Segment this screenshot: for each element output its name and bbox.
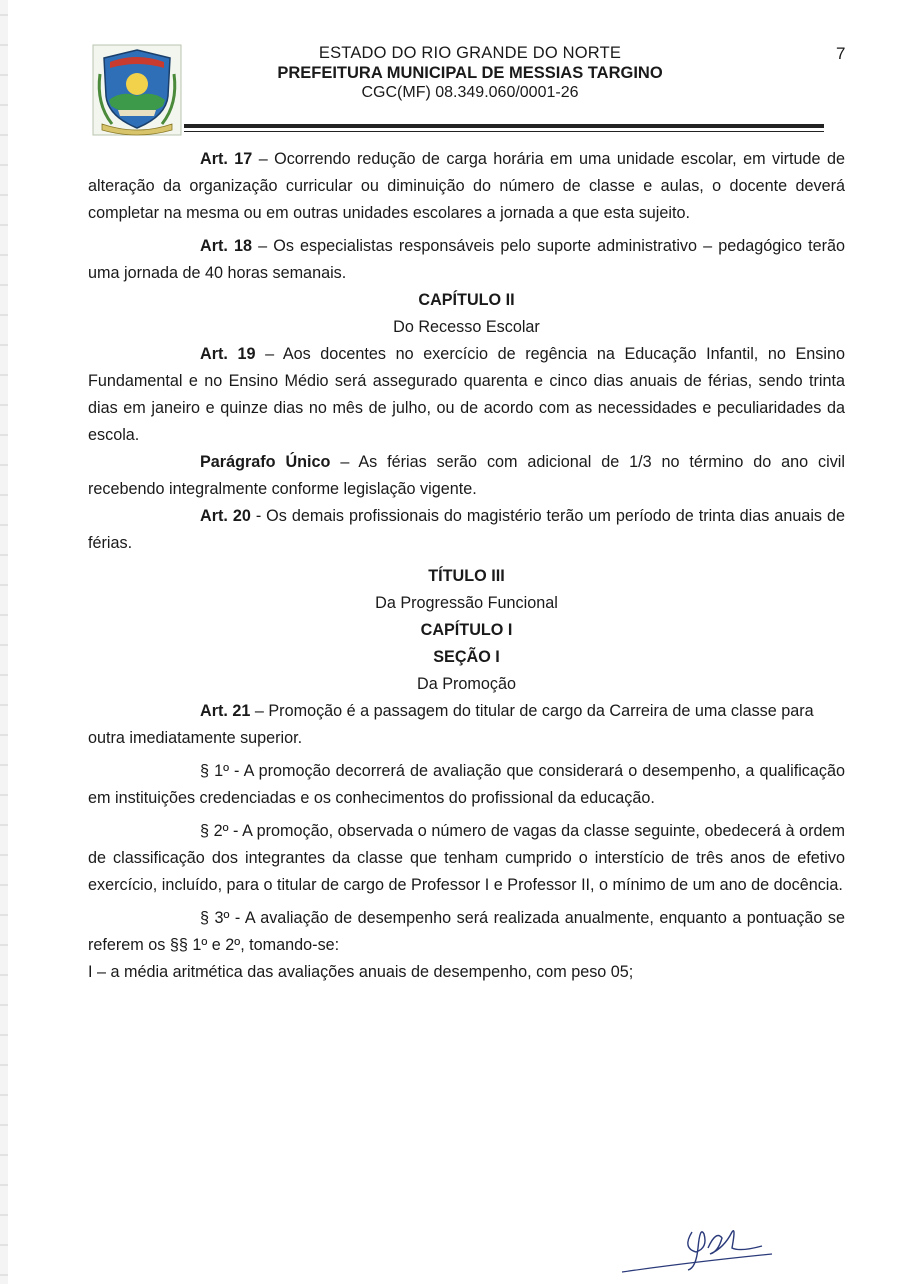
- document-body: [88, 146, 845, 986]
- article-18: [88, 233, 845, 287]
- article-19-label: Art. 19: [200, 345, 256, 363]
- header-state: ESTADO DO RIO GRANDE DO NORTE: [318, 44, 622, 62]
- title-3-title: Da Progressão Funcional: [375, 594, 558, 612]
- chapter-2-title: Do Recesso Escolar: [393, 318, 540, 336]
- article-17-text: – Ocorrendo redução de carga horária em uma unidade escolar, em virtude de alteração da organização curricular ou diminuição do número de classe e aulas, o docente deverá completar na mesma ou em outras unidades escolares a jornada a que esta sujeito.: [88, 150, 845, 222]
- article-20: [88, 503, 845, 557]
- paragraph-1: § 1º - A promoção decorrerá de avaliação que considerará o desempenho, a qualificação em instituições credenciadas e os conhecimentos do profissional da educação.: [88, 762, 845, 807]
- paragraph-3: § 3º - A avaliação de desempenho será realizada anualmente, enquanto a pontuação se referem os §§ 1º e 2º, tomando-se:: [88, 909, 845, 954]
- chapter-1-heading: CAPÍTULO I: [420, 621, 513, 639]
- article-21-label: Art. 21: [200, 702, 251, 720]
- handwritten-signature: [612, 1218, 782, 1278]
- single-paragraph: [88, 449, 845, 503]
- chapter-2-heading: CAPÍTULO II: [418, 291, 515, 309]
- document-header: [180, 43, 760, 103]
- article-21-text: – Promoção é a passagem do titular de cargo da Carreira de uma classe para outra imediatamente superior.: [88, 702, 814, 747]
- article-17-label: Art. 17: [200, 150, 253, 168]
- article-21: [88, 698, 845, 752]
- header-municipality: PREFEITURA MUNICIPAL DE MESSIAS TARGINO: [277, 64, 663, 82]
- article-18-label: Art. 18: [200, 237, 252, 255]
- header-rule-thin: [184, 131, 824, 132]
- title-3-heading: TÍTULO III: [428, 567, 505, 585]
- article-19: [88, 341, 845, 449]
- article-17: [88, 146, 845, 227]
- section-1-heading: SEÇÃO I: [433, 648, 500, 666]
- article-20-label: Art. 20: [200, 507, 251, 525]
- single-paragraph-text: – As férias serão com adicional de 1/3 no término do ano civil recebendo integralmente conforme legislação vigente.: [88, 453, 846, 498]
- article-18-text: – Os especialistas responsáveis pelo suporte administrativo – pedagógico terão uma jornada de 40 horas semanais.: [88, 237, 845, 282]
- item-1: I – a média aritmética das avaliações anuais de desempenho, com peso 05;: [88, 963, 634, 981]
- article-20-text: - Os demais profissionais do magistério terão um período de trinta dias anuais de férias.: [88, 507, 845, 552]
- page-number: 7: [836, 44, 846, 63]
- paragraph-2: § 2º - A promoção, observada o número de vagas da classe seguinte, obedecerá à ordem de classificação dos integrantes da classe que tenham cumprido o interstício de três anos de efetivo exercício, incluído, para o titular de cargo de Professor I e Professor II, o mínimo de um ano de docência.: [88, 822, 845, 894]
- page-edge-holes: [0, 0, 8, 1284]
- single-paragraph-label: Parágrafo Único: [200, 453, 331, 471]
- article-19-text: – Aos docentes no exercício de regência na Educação Infantil, no Ensino Fundamental e no Ensino Médio será assegurado quarenta e cinco dias anuais de férias, sendo trinta dias em janeiro e quinze dias no mês de julho, ou de acordo com as necessidades e peculiaridades da escola.: [88, 345, 845, 444]
- municipal-crest-logo: [92, 44, 182, 136]
- section-1-title: Da Promoção: [417, 675, 516, 693]
- header-cgc: CGC(MF) 08.349.060/0001-26: [361, 84, 579, 101]
- header-rule-thick: [184, 124, 824, 128]
